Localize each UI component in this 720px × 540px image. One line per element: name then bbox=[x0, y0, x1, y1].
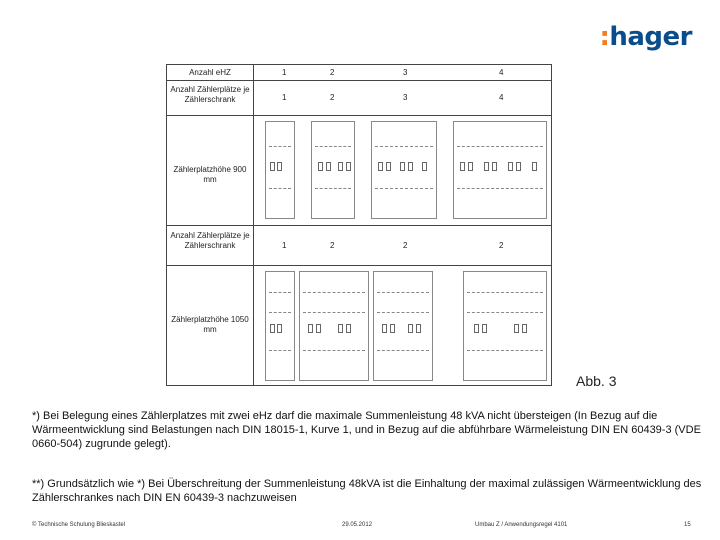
figure-label: Abb. 3 bbox=[576, 373, 617, 389]
footer-page-number: 15 bbox=[684, 522, 691, 528]
row1-value-1: 1 bbox=[282, 93, 287, 102]
footer-copyright: © Technische Schulung Blieskastel bbox=[32, 522, 126, 528]
row3-value-4: 2 bbox=[499, 241, 504, 250]
cabinet-diagram-1050-3 bbox=[373, 271, 433, 381]
cabinet-diagram-900-3 bbox=[371, 121, 437, 219]
row1-value-4: 4 bbox=[499, 93, 504, 102]
logo-colon: : bbox=[599, 22, 610, 52]
header-value-4: 4 bbox=[499, 68, 504, 77]
hager-logo bbox=[599, 22, 692, 52]
row3-value-1: 1 bbox=[282, 241, 287, 250]
cabinet-diagram-900-1 bbox=[265, 121, 295, 219]
table-divider bbox=[167, 115, 551, 116]
header-value-2: 2 bbox=[330, 68, 335, 77]
logo-name: hager bbox=[609, 22, 692, 52]
footnote-1: *) Bei Belegung eines Zählerplatzes mit zwei eHz darf die maximale Summenleistung 48 kVA nicht übersteigen (In Bezug auf die Wärmeentwicklung sind Belastungen nach DIN 18015-1, Kurve 1, und in Bezug auf die abführbare Wärmeleistung DIN EN 60439-3 (VDE 0660-504) zugrunde gelegt). bbox=[32, 410, 701, 450]
row3-label: Anzahl Zählerplätze je Zählerschrank bbox=[170, 231, 250, 250]
row2-label-900mm: Zählerplatzhöhe 900 mm bbox=[173, 165, 247, 184]
meter-configuration-table bbox=[166, 64, 552, 386]
cabinet-diagram-900-4 bbox=[453, 121, 547, 219]
header-label-anzahl-ehz: Anzahl eHZ bbox=[189, 68, 231, 77]
row1-value-2: 2 bbox=[330, 93, 335, 102]
footer-topic: Umbau Z / Anwendungsregel 4101 bbox=[475, 522, 568, 528]
row4-label-1050mm: Zählerplatzhöhe 1050 mm bbox=[171, 315, 249, 334]
table-column-divider bbox=[253, 65, 254, 385]
row3-value-3: 2 bbox=[403, 241, 408, 250]
cabinet-diagram-1050-1 bbox=[265, 271, 295, 381]
cabinet-diagram-900-2 bbox=[311, 121, 355, 219]
cabinet-diagram-1050-4 bbox=[463, 271, 547, 381]
footer-date: 29.05.2012 bbox=[342, 522, 373, 528]
footnote-2: **) Grundsätzlich wie *) Bei Überschreitung der Summenleistung 48kVA ist die Einhaltung der maximal zulässigen Wärmeentwicklung des Zählerschrankes nach DIN EN 60439-3 nachzuweisen bbox=[32, 478, 702, 504]
table-divider bbox=[167, 80, 551, 81]
header-value-3: 3 bbox=[403, 68, 408, 77]
row1-label: Anzahl Zählerplätze je Zählerschrank bbox=[170, 85, 250, 104]
row3-value-2: 2 bbox=[330, 241, 335, 250]
header-value-1: 1 bbox=[282, 68, 287, 77]
table-divider bbox=[167, 225, 551, 226]
cabinet-diagram-1050-2 bbox=[299, 271, 369, 381]
row1-value-3: 3 bbox=[403, 93, 408, 102]
table-divider bbox=[167, 265, 551, 266]
